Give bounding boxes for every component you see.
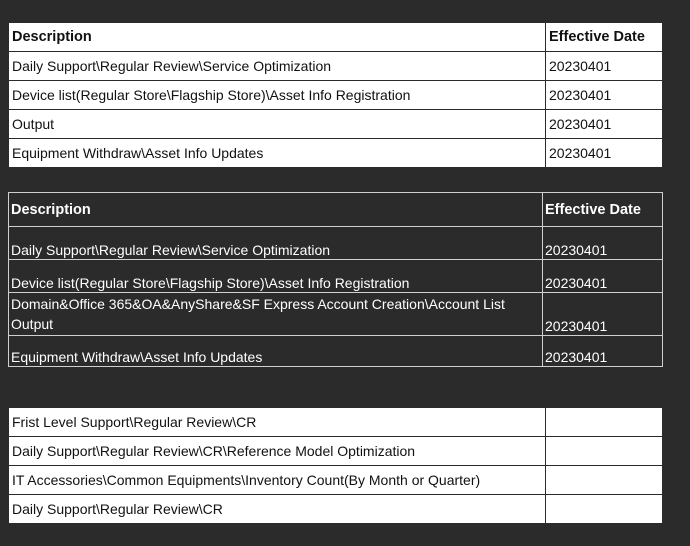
description-cell: Daily Support\Regular Review\Service Optimization <box>9 52 546 81</box>
description-cell: Daily Support\Regular Review\Service Optimization <box>9 227 543 260</box>
table-row <box>9 110 663 139</box>
header-effective-date: Effective Date <box>543 193 663 227</box>
empty-cell <box>546 466 663 495</box>
description-cell: Daily Support\Regular Review\CR\Reference Model Optimization <box>9 437 546 466</box>
date-cell: 20230401 <box>546 110 663 139</box>
description-cell: Daily Support\Regular Review\CR <box>9 495 546 524</box>
date-cell: 20230401 <box>546 139 663 168</box>
table-row <box>9 408 663 437</box>
support-table-light <box>8 407 663 524</box>
service-table-light <box>8 22 663 168</box>
table-row <box>9 227 663 260</box>
empty-cell <box>546 408 663 437</box>
table-row <box>9 466 663 495</box>
date-cell: 20230401 <box>543 336 663 367</box>
empty-cell <box>546 495 663 524</box>
table-row <box>9 52 663 81</box>
table-row <box>9 495 663 524</box>
date-cell: 20230401 <box>543 293 663 336</box>
empty-cell <box>546 437 663 466</box>
date-cell: 20230401 <box>543 227 663 260</box>
table-row <box>9 139 663 168</box>
table-row <box>9 437 663 466</box>
description-cell: Device list(Regular Store\Flagship Store)\Asset Info Registration <box>9 81 546 110</box>
table-row <box>9 260 663 293</box>
table-header-row <box>9 193 663 227</box>
description-cell: Frist Level Support\Regular Review\CR <box>9 408 546 437</box>
description-cell: Equipment Withdraw\Asset Info Updates <box>9 336 543 367</box>
description-cell: Equipment Withdraw\Asset Info Updates <box>9 139 546 168</box>
service-table-dark <box>8 192 663 367</box>
table-row <box>9 336 663 367</box>
table-row <box>9 293 663 336</box>
date-cell: 20230401 <box>543 260 663 293</box>
header-description: Description <box>9 23 546 52</box>
table-header-row <box>9 23 663 52</box>
date-cell: 20230401 <box>546 81 663 110</box>
description-cell: IT Accessories\Common Equipments\Inventory Count(By Month or Quarter) <box>9 466 546 495</box>
header-description: Description <box>9 193 543 227</box>
date-cell: 20230401 <box>546 52 663 81</box>
description-cell: Device list(Regular Store\Flagship Store)\Asset Info Registration <box>9 260 543 293</box>
description-cell: Domain&Office 365&OA&AnyShare&SF Express Account Creation\Account List Output <box>9 293 543 336</box>
description-cell: Output <box>9 110 546 139</box>
header-effective-date: Effective Date <box>546 23 663 52</box>
table-row <box>9 81 663 110</box>
